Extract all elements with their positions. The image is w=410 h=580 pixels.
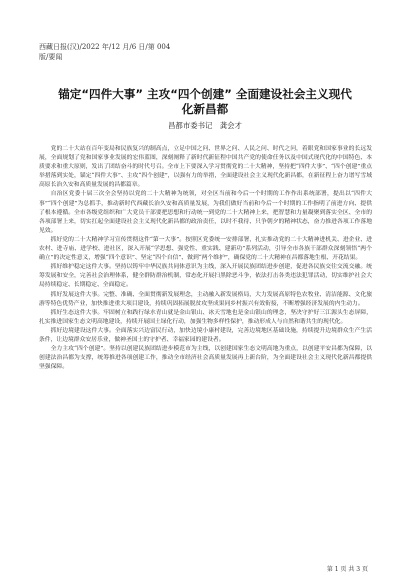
paragraph: 自治区党委十届三次全会坚持以党的二十大精神为统领，对全区当前和今后一个时期的工作作出系统部署，提出以“四件大事”“四个创建”为总抓手，推动新时代西藏长治久安和高质量发展，为我们做好当前和今后一个时期的工作指明了前进方向、提供了根本遵循。全市各级党组织和广大党员干部要把思想和行动统一到党的二十大精神上来，把智慧和力量凝聚到落实全区、全市的各项部署上来，切实扛起全面建设社会主义现代化新昌都的政治责任，以时不我待、只争朝夕的精神状态，奋力推进各项工作落地见效。 <box>39 191 372 234</box>
paragraph: 党的二十大站在百年变局和民族复兴的制高点，立足中国之问、世界之问、人民之问、时代之问，着眼党和国家事业的长远发展，全面规划了党和国家事业发展的宏伟蓝图，深刻阐释了新时代新征程中国共产党的使命任务以及中国式现代化的中国特色、本质要求和重大原则，发出了团结奋斗的时代号召。全市上下要深入学习贯彻党的二十大精神，坚持把“四件大事”、“四个创建”重点举措落到实处，锚定“四件大事”、主攻“四个创建”，以强有力的举措，全面建设社会主义现代化新昌都，在新征程上奋力谱写雪域高原长治久安和高质量发展的昌都篇章。 <box>39 146 372 189</box>
publication-info-line-1: 西藏日报(汉)/2022 年/12 月/6 日/第 004 <box>39 43 171 51</box>
byline: 昌都市委书记 龚会才 <box>168 121 242 130</box>
article-body <box>39 145 372 565</box>
article-title-line-1: 锚定“四件大事” 主攻“四个创建” 全面建设社会主义现代 <box>58 87 352 101</box>
article-title-line-2: 化新昌都 <box>181 102 229 116</box>
paragraph: 抓好党的二十大精神学习宣传贯彻这件“第一大事”。按照区党委统一安排部署，扎实推动党的二十大精神进机关、进企业、进农村、进寺庙、进学校、进社区，深入开展“学思想、强党性、重实践、建新功”系列活动，引导全市各族干部群众深刻领悟“两个确立”的决定性意义，增强“四个意识”、坚定“四个自信”、做到“两个维护”，确保党的二十大精神在昌都落地生根、开花结果。 <box>39 236 372 262</box>
page-number: 第 1 页 共 3 页 <box>326 566 368 573</box>
paragraph: 抓好发展这件大事。完整、准确、全面贯彻新发展理念，主动融入新发展格局，大力发展高原特色农牧业、清洁能源、文化旅游等特色优势产业，加快推进重大项目建设，持续巩固拓展脱贫攻坚成果同乡村振兴有效衔接，不断增强经济发展的内生动力。 <box>39 291 372 307</box>
paragraph: 抓好维护稳定这件大事。坚持以铸牢中华民族共同体意识为主线，深入开展民族团结进步创建，促进各民族交往交流交融。统筹发展和安全，完善社会治理体系，健全群防群治机制，常态化开展扫黑除恶斗争，依法打击各类违法犯罪活动，切实维护社会大局持续稳定、长期稳定、全面稳定。 <box>39 264 372 289</box>
paragraph: 抓好生态这件大事。牢固树立和践行绿水青山就是金山银山、冰天雪地也是金山银山的理念，坚决守护好三江源头生态屏障，扎实推进国家生态文明高地建设，持续开展国土绿化行动，加强生物多样性保护，推动形成人与自然和谐共生的现代化。 <box>39 309 372 325</box>
paragraph: 全力主攻“四个创建”。坚持以创建民族团结进步模范市为主线，以创建国家生态文明高地为重点，以创建平安昌都为保障，以创建法治昌都为支撑，统筹推进各项创建工作，推动全市经济社会高质量发展再上新台阶，为全面建设社会主义现代化新昌都提供坚强保障。 <box>39 346 372 371</box>
paragraph: 抓好边境建设这件大事。全面落实兴边富民行动，加快边境小康村建设，完善边境地区基础设施，持续提升边境群众生产生活条件，让边境群众安居乐业，做神圣国土的守护者、幸福家园的建设者。 <box>39 327 372 343</box>
publication-info-line-2: 版/要闻 <box>39 53 63 61</box>
